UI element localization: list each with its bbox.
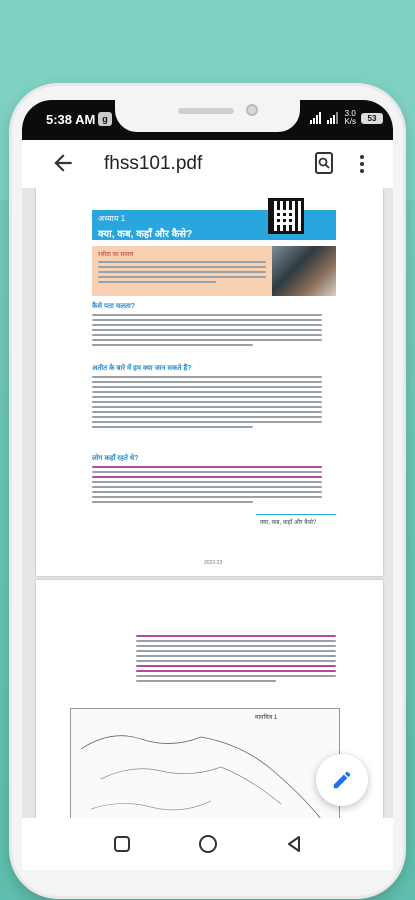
page-caption: क्या, कब, कहाँ और कैसे? bbox=[260, 520, 317, 526]
signal-2-icon bbox=[327, 112, 339, 124]
status-time: 5:38 AM bbox=[46, 112, 96, 127]
intro-box bbox=[92, 246, 272, 296]
page-number: 2022-23 bbox=[204, 560, 223, 566]
map-outline bbox=[71, 709, 339, 826]
search-document-icon[interactable] bbox=[312, 151, 336, 175]
section-heading-1: कैसे पता चलता? bbox=[92, 303, 136, 310]
notch bbox=[115, 96, 300, 132]
edit-pencil-icon bbox=[331, 769, 353, 791]
front-camera bbox=[246, 104, 258, 116]
signal-icon bbox=[310, 112, 322, 124]
chapter-title: क्या, कब, कहाँ और कैसे? bbox=[98, 229, 193, 240]
more-vert-icon[interactable] bbox=[356, 152, 368, 176]
section-1 bbox=[92, 302, 322, 349]
map-figure bbox=[70, 708, 340, 826]
intro-label: रशीदा का सवाल bbox=[98, 252, 134, 258]
pdf-viewer[interactable] bbox=[22, 188, 393, 826]
page-2-text bbox=[136, 632, 336, 685]
battery-icon: 53 bbox=[361, 113, 383, 124]
caption-rule bbox=[256, 514, 336, 515]
chapter-label: अध्याय 1 bbox=[98, 214, 126, 223]
nav-recents-icon[interactable] bbox=[110, 832, 134, 856]
arrow-left-icon[interactable] bbox=[50, 150, 76, 176]
document-title: fhss101.pdf bbox=[104, 153, 203, 174]
net-speed-unit: K/s bbox=[344, 117, 356, 126]
nav-home-icon[interactable] bbox=[196, 832, 220, 856]
nav-back-icon[interactable] bbox=[282, 832, 306, 856]
qr-code bbox=[268, 198, 304, 234]
net-speed-value: 3.0 bbox=[344, 109, 356, 118]
notification-icon: g bbox=[98, 112, 112, 126]
section-2 bbox=[92, 364, 322, 431]
system-nav-bar bbox=[22, 818, 393, 870]
pdf-page-1 bbox=[36, 188, 383, 576]
section-heading-3: लोग कहाँ रहते थे? bbox=[92, 455, 139, 462]
speaker bbox=[178, 108, 234, 114]
status-right bbox=[310, 110, 383, 126]
section-3 bbox=[92, 454, 322, 506]
photo bbox=[272, 246, 336, 296]
net-speed bbox=[344, 110, 356, 126]
section-heading-2: अतीत के बारे में हम क्या जान सकते हैं? bbox=[92, 365, 192, 372]
app-bar bbox=[22, 140, 393, 188]
map-title: मानचित्र 1 bbox=[255, 715, 278, 721]
edit-fab[interactable] bbox=[316, 754, 368, 806]
